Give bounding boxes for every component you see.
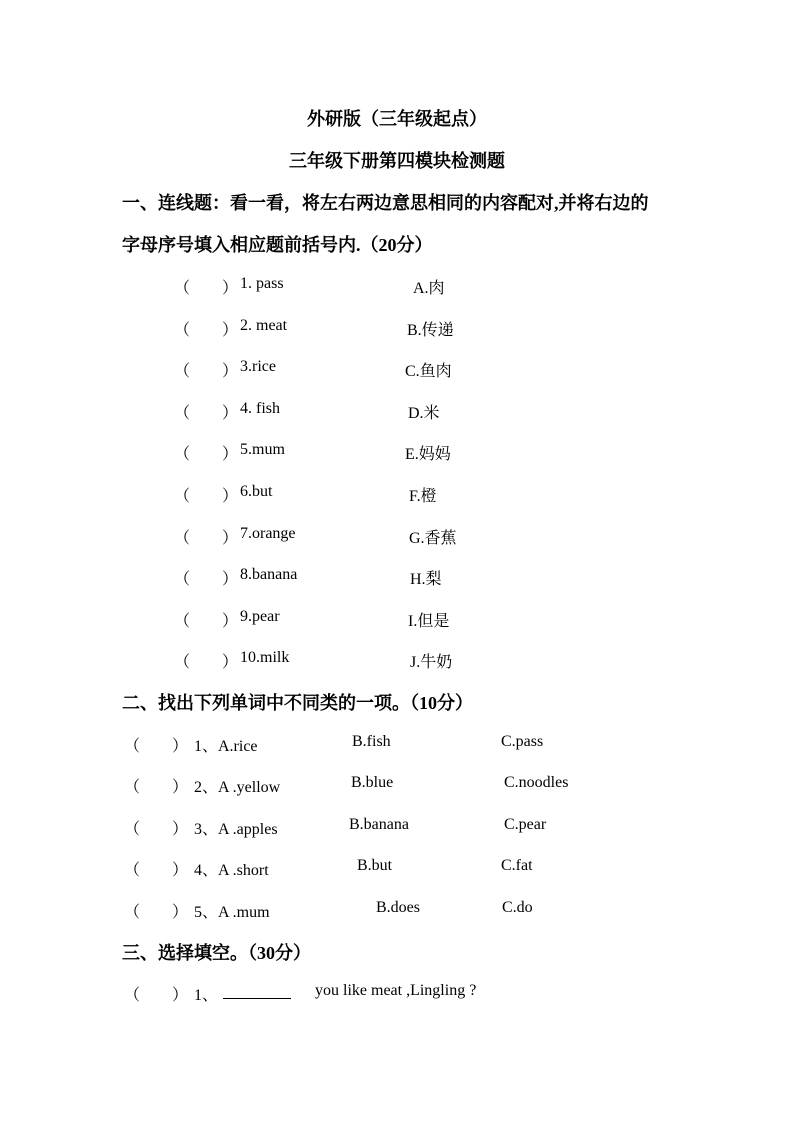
fill-blank[interactable] [223, 982, 313, 1002]
answer-paren-close: ） [172, 821, 189, 838]
english-word: 3.rice [240, 358, 276, 375]
english-word: 10.milk [240, 649, 290, 666]
answer-paren-open: （ [124, 779, 141, 796]
answer-paren-open: （ [174, 363, 191, 380]
answer-paren-close: ） [222, 363, 239, 380]
chinese-meaning: B.传递 [407, 322, 454, 339]
answer-paren-open: （ [174, 530, 191, 547]
answer-paren-close: ） [172, 987, 189, 1004]
option-b: B.but [357, 857, 393, 874]
title-line-1: 外研版（三年级起点） [307, 109, 487, 129]
answer-paren-close: ） [222, 571, 239, 588]
chinese-meaning: D.米 [408, 405, 440, 422]
chinese-meaning: E.妈妈 [405, 446, 451, 463]
answer-paren-close: ） [172, 779, 189, 796]
option-c: C.pear [504, 816, 547, 833]
question-text: you like meat ,Lingling ? [315, 982, 477, 999]
answer-paren-open: （ [124, 821, 141, 838]
option-b: B.banana [349, 816, 409, 833]
answer-paren-close: ） [172, 738, 189, 755]
option-a: 4、A .short [194, 862, 269, 879]
english-word: 8.banana [240, 566, 298, 583]
answer-paren-close: ） [222, 654, 239, 671]
english-word: 9.pear [240, 608, 280, 625]
answer-paren-open: （ [124, 738, 141, 755]
answer-paren-close: ） [222, 613, 239, 630]
answer-paren-close: ） [222, 322, 239, 339]
english-word: 2. meat [240, 317, 288, 334]
answer-paren-close: ） [222, 446, 239, 463]
english-word: 7.orange [240, 525, 296, 542]
option-a: 1、A.rice [194, 738, 258, 755]
option-a: 3、A .apples [194, 821, 278, 838]
chinese-meaning: A.肉 [413, 280, 445, 297]
section1-heading-line2: 字母序号填入相应题前括号内.（20分） [122, 235, 433, 255]
chinese-meaning: I.但是 [408, 613, 450, 630]
answer-paren-open: （ [174, 322, 191, 339]
english-word: 1. pass [240, 275, 284, 292]
answer-paren-open: （ [174, 446, 191, 463]
answer-paren-open: （ [174, 405, 191, 422]
chinese-meaning: H.梨 [410, 571, 442, 588]
option-b: B.fish [352, 733, 391, 750]
english-word: 6.but [240, 483, 273, 500]
option-c: C.noodles [504, 774, 569, 791]
chinese-meaning: G.香蕉 [409, 530, 457, 547]
option-b: B.does [376, 899, 420, 916]
option-a: 5、A .mum [194, 904, 270, 921]
answer-paren-close: ） [172, 904, 189, 921]
option-c: C.fat [501, 857, 533, 874]
answer-paren-close: ） [222, 280, 239, 297]
answer-paren-open: （ [174, 280, 191, 297]
answer-paren-close: ） [222, 405, 239, 422]
question-number: 1、 [194, 987, 219, 1004]
section1-heading-line1: 一、连线题：看一看，将左右两边意思相同的内容配对,并将右边的 [122, 193, 649, 213]
answer-paren-close: ） [222, 530, 239, 547]
section3-heading: 三、选择填空。（30分） [122, 943, 311, 963]
english-word: 5.mum [240, 441, 285, 458]
answer-paren-open: （ [124, 904, 141, 921]
option-c: C.do [502, 899, 533, 916]
title-line-2: 三年级下册第四模块检测题 [289, 151, 505, 171]
chinese-meaning: J.牛奶 [410, 654, 453, 671]
answer-paren-open: （ [174, 571, 191, 588]
answer-paren-open: （ [124, 987, 141, 1004]
section2-heading: 二、找出下列单词中不同类的一项。（10分） [122, 693, 473, 713]
answer-paren-close: ） [222, 488, 239, 505]
answer-paren-open: （ [174, 488, 191, 505]
answer-paren-open: （ [174, 613, 191, 630]
chinese-meaning: C.鱼肉 [405, 363, 452, 380]
english-word: 4. fish [240, 400, 280, 417]
option-b: B.blue [351, 774, 394, 791]
answer-paren-open: （ [174, 654, 191, 671]
answer-paren-open: （ [124, 862, 141, 879]
chinese-meaning: F.橙 [409, 488, 437, 505]
answer-paren-close: ） [172, 862, 189, 879]
option-a: 2、A .yellow [194, 779, 281, 796]
option-c: C.pass [501, 733, 544, 750]
